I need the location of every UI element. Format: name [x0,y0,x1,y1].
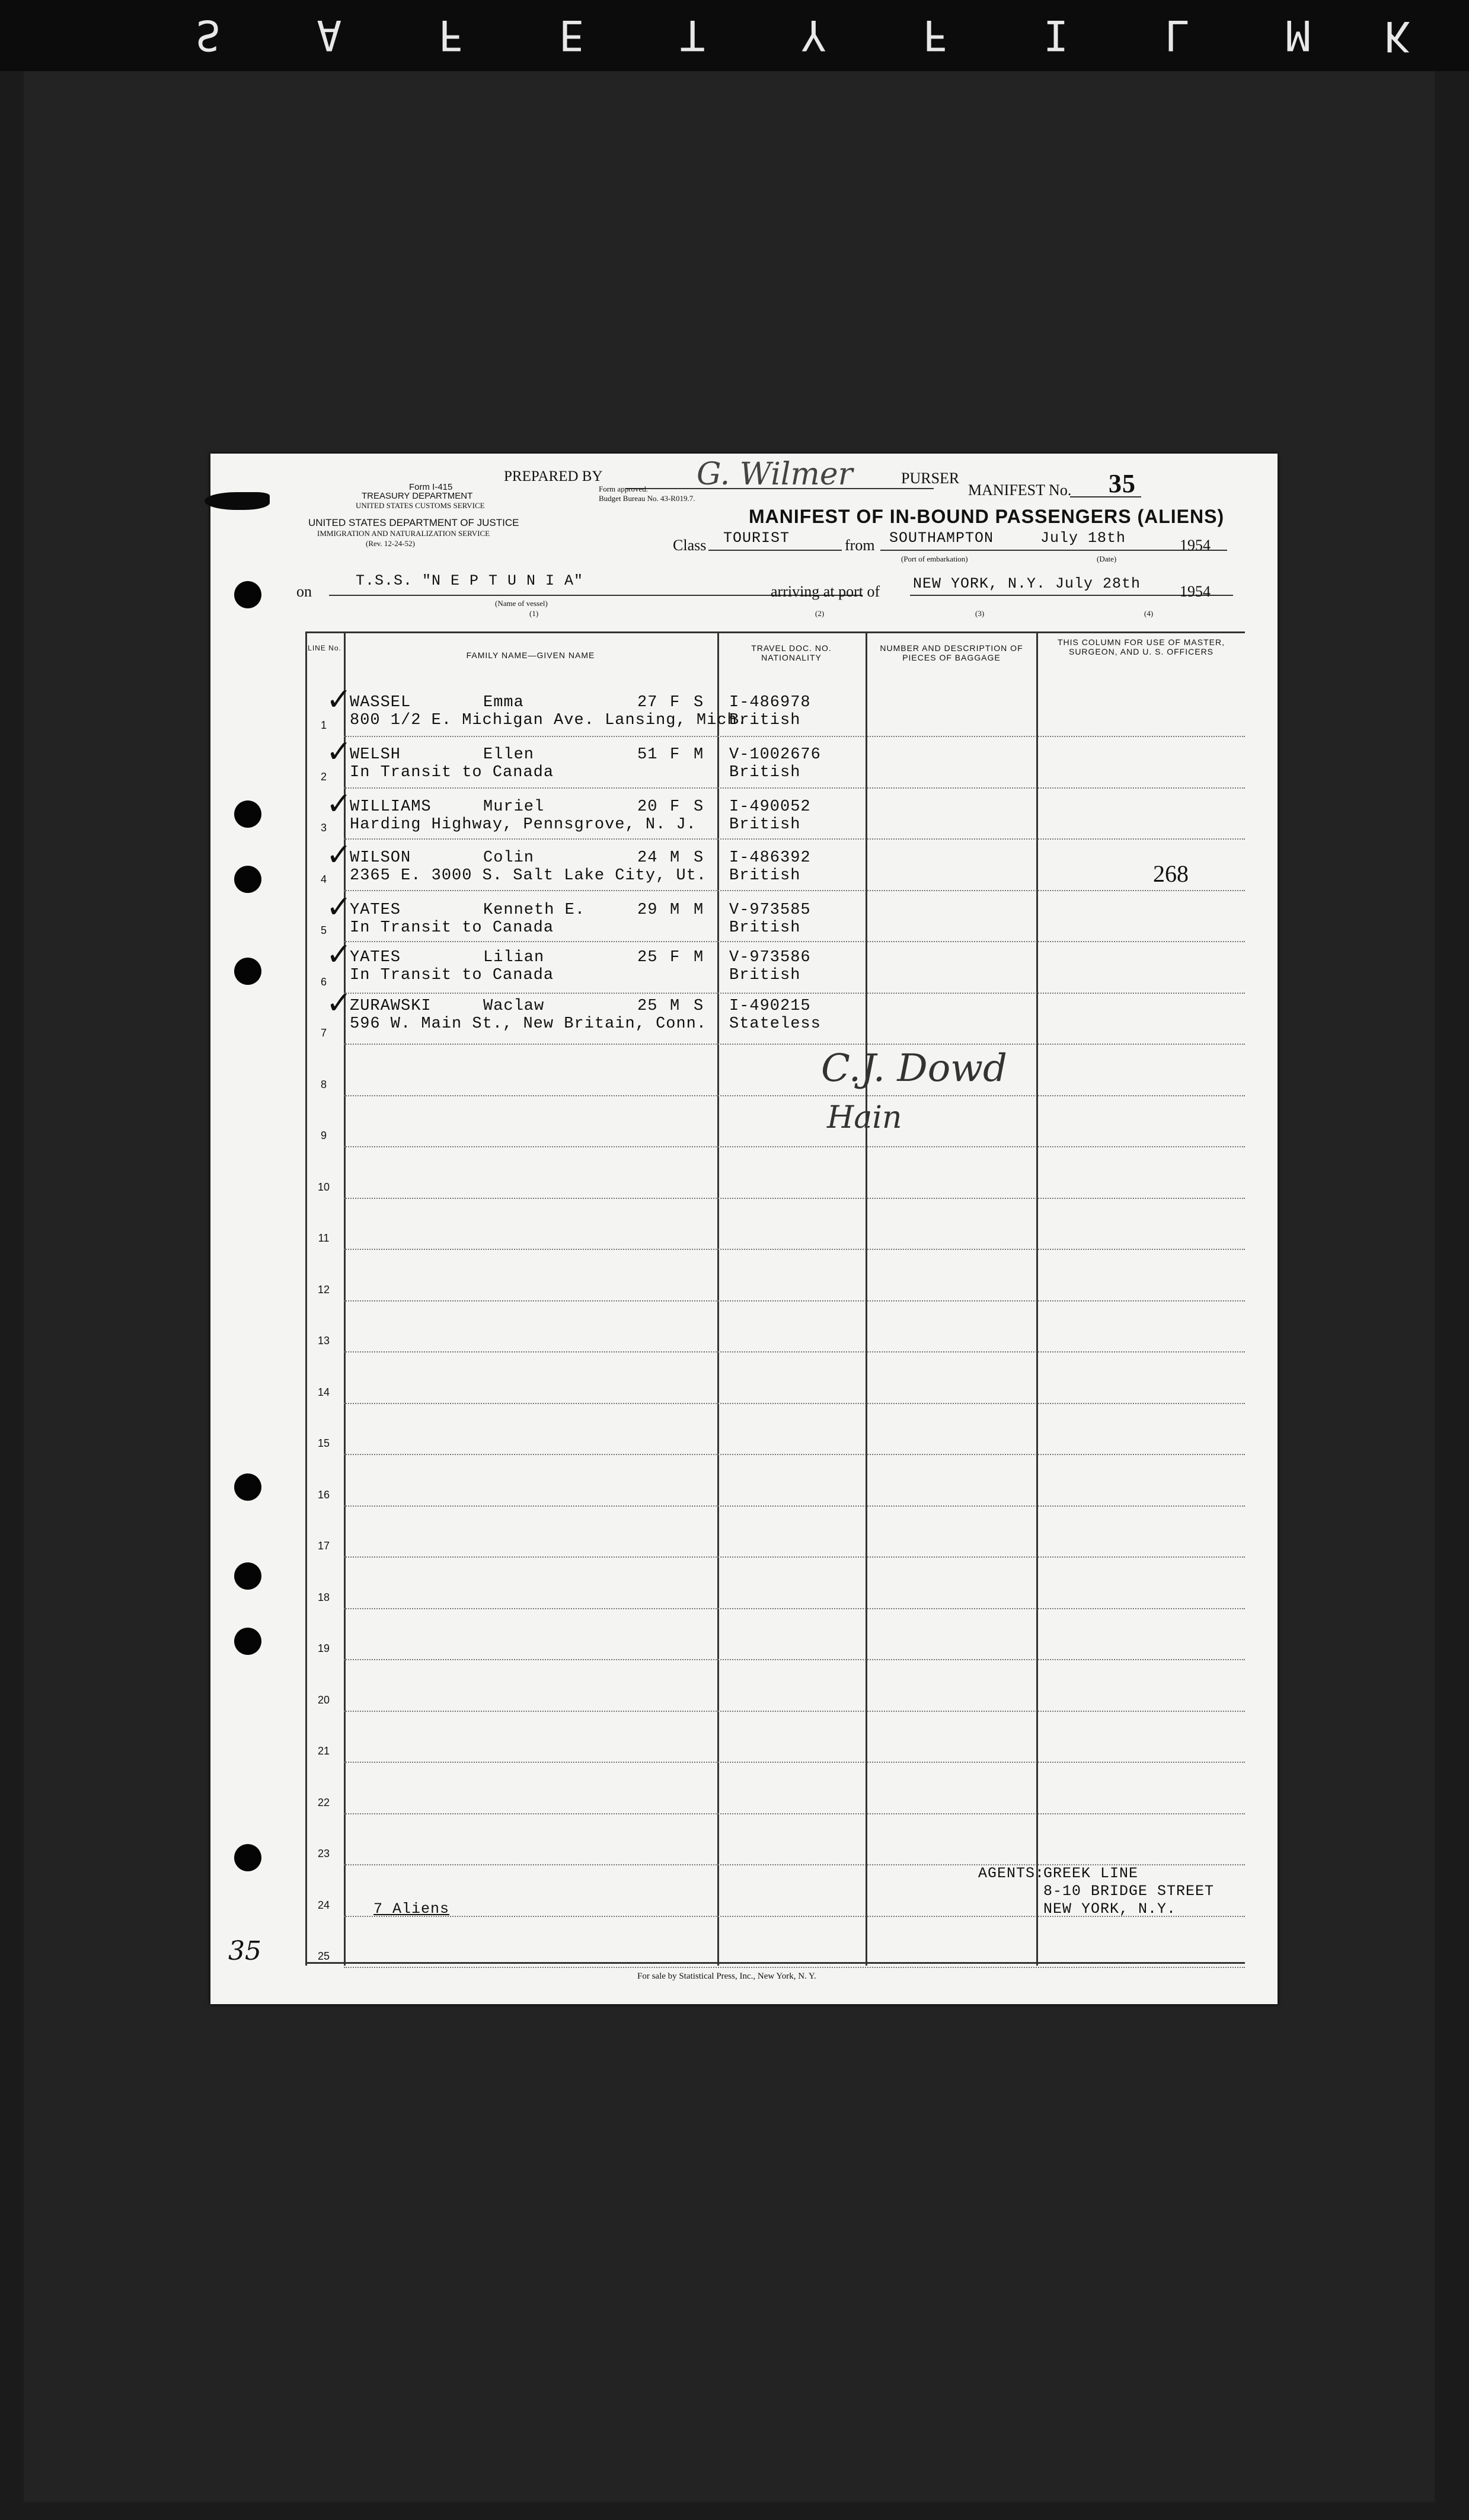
on-label: on [296,583,312,600]
passenger-sex: F [670,949,681,966]
passenger-family-name: ZURAWSKI [350,997,432,1015]
punch-hole [234,958,261,985]
punch-hole [234,581,261,608]
arrival-year: 1954 [1180,583,1211,600]
line-number: 23 [317,1848,330,1859]
row-rule [344,1403,1245,1404]
line-number: 15 [317,1437,330,1449]
passenger-sex: F [670,694,681,712]
caption-4: (4) [1144,609,1154,618]
passenger-family-name: WASSEL [350,694,411,712]
check-mark: ✓ [326,889,352,925]
passenger-age: 25 [637,949,658,966]
passenger-travel-doc: I-490052 [729,798,811,816]
from-label: from [845,537,875,554]
agents-line-1: GREEK LINE [1043,1865,1139,1882]
passenger-family-name: YATES [350,949,401,966]
embarkation-year: 1954 [1180,537,1211,554]
line-number: 2 [320,770,327,783]
punch-hole [234,1562,261,1590]
row-rule [344,1608,1245,1609]
arriving-label: arriving at port of [771,583,880,600]
row-rule [344,1249,1245,1250]
passenger-given-name: Emma [483,694,524,712]
passenger-address: In Transit to Canada [350,764,554,781]
passenger-address: 596 W. Main St., New Britain, Conn. [350,1015,707,1033]
passenger-sex: M [670,849,681,867]
row-rule [344,890,1245,891]
passenger-nationality: British [729,712,801,729]
col-header-baggage: NUMBER AND DESCRIPTION OF PIECES OF BAGGAGE [880,643,1023,662]
line-number: 13 [317,1335,330,1347]
manifest-number: 35 [1109,469,1136,498]
punch-hole [234,800,261,828]
check-mark: ✓ [326,682,352,717]
embarkation-date: July 18th [1040,529,1126,547]
col-header-name: FAMILY NAME—GIVEN NAME [466,650,595,660]
row-rule [344,1454,1245,1455]
passenger-marital-status: M [694,901,704,919]
passenger-address: 2365 E. 3000 S. Salt Lake City, Ut. [350,867,707,885]
margin-mark: 35 [228,1936,261,1966]
passenger-address: Harding Highway, Pennsgrove, N. J. [350,816,697,834]
passenger-travel-doc: V-973585 [729,901,811,919]
col-header-line: LINE No. [308,644,341,652]
vessel-caption: (Name of vessel) [495,599,548,608]
film-strip-header [0,0,1469,71]
passenger-sex: F [670,798,681,816]
passenger-nationality: British [729,764,801,781]
passenger-travel-doc: V-1002676 [729,746,821,764]
row-rule [344,1762,1245,1763]
col-header-officers: THIS COLUMN FOR USE OF MASTER, SURGEON, AND U. S. OFFICERS [1057,637,1225,656]
passenger-age: 24 [637,849,658,867]
row-rule [344,1505,1245,1507]
row-rule [344,941,1245,942]
agents-line-3: NEW YORK, N.Y. [1043,1900,1177,1918]
film-edge-text: S A F E T Y F I L M [196,11,1346,59]
port-of-embarkation: SOUTHAMPTON [889,529,994,547]
total-aliens: 7 Aliens [373,1900,450,1918]
passenger-sex: M [670,901,681,919]
line-number: 7 [320,1027,327,1039]
passenger-given-name: Ellen [483,746,535,764]
line-number: 9 [320,1130,327,1141]
manifest-label: MANIFEST No. [968,481,1072,499]
passenger-travel-doc: I-486978 [729,694,811,712]
passenger-family-name: WILLIAMS [350,798,432,816]
row-rule [344,1813,1245,1814]
row-rule [344,1556,1245,1558]
line-number: 1 [320,719,327,731]
date-caption: (Date) [1097,554,1117,563]
line-number: 4 [320,873,327,885]
agents-line-2: 8-10 BRIDGE STREET [1043,1883,1215,1900]
passenger-age: 29 [637,901,658,919]
line-number: 19 [317,1642,330,1654]
line-number: 5 [320,924,327,936]
line-number: 12 [317,1283,330,1296]
check-mark: ✓ [326,837,352,873]
line-number: 25 [317,1950,330,1962]
row-rule [344,787,1245,789]
passenger-given-name: Colin [483,849,535,867]
passenger-given-name: Kenneth E. [483,901,586,919]
row-rule [344,838,1245,840]
form-revision: (Rev. 12-24-52) [366,539,415,548]
purser-label: PURSER [901,470,960,487]
line-number: 21 [317,1745,330,1757]
row-rule [344,1711,1245,1712]
check-mark: ✓ [326,985,352,1021]
vessel-name: T.S.S. "N E P T U N I A" [356,572,584,589]
officer-note: 268 [1153,860,1189,887]
treasury-dept: TREASURY DEPARTMENT [362,491,473,501]
punch-hole [234,1473,261,1501]
passenger-marital-status: M [694,949,704,966]
printer-footer: For sale by Statistical Press, Inc., New York, N. Y. [637,1972,816,1981]
row-rule [344,1659,1245,1660]
check-mark: ✓ [326,734,352,770]
immigration-service: IMMIGRATION AND NATURALIZATION SERVICE [317,529,490,538]
passenger-travel-doc: V-973586 [729,949,811,966]
passenger-sex: F [670,746,681,764]
form-number: Form I-415 [409,482,453,492]
line-number: 14 [317,1386,330,1398]
passenger-family-name: WELSH [350,746,401,764]
row-rule [344,1198,1245,1199]
row-rule [344,1095,1245,1096]
row-rule [344,736,1245,737]
line-number: 24 [317,1899,330,1911]
punch-hole [234,866,261,893]
class-value: TOURIST [723,529,790,547]
passenger-age: 20 [637,798,658,816]
line-number: 6 [320,975,327,988]
row-rule [344,1044,1245,1045]
passenger-table [305,631,1245,1966]
passenger-sex: M [670,997,681,1015]
passenger-given-name: Waclaw [483,997,545,1015]
row-rule [344,1146,1245,1147]
agents-label: AGENTS: [978,1865,1045,1882]
row-rule [344,1967,1245,1968]
caption-1: (1) [529,609,539,618]
passenger-nationality: Stateless [729,1015,821,1033]
col-header-travel-doc: TRAVEL DOC. NO. NATIONALITY [751,643,832,662]
row-rule [344,1351,1245,1352]
line-number: 18 [317,1591,330,1603]
caption-2: (2) [815,609,825,618]
punch-hole [234,1628,261,1655]
passenger-nationality: British [729,816,801,834]
passenger-family-name: WILSON [350,849,411,867]
row-rule [344,993,1245,994]
film-edge-text-right: K [1384,12,1445,60]
arrival-port-date: NEW YORK, N.Y. July 28th [913,575,1141,592]
justice-dept: UNITED STATES DEPARTMENT OF JUSTICE [308,517,519,528]
passenger-nationality: British [729,919,801,937]
line-number: 22 [317,1796,330,1808]
passenger-nationality: British [729,966,801,984]
port-caption: (Port of embarkation) [901,554,968,563]
passenger-given-name: Muriel [483,798,545,816]
passenger-marital-status: M [694,746,704,764]
passenger-marital-status: S [694,849,704,867]
punch-hole [234,1844,261,1871]
passenger-age: 27 [637,694,658,712]
inspector-signature-sub: Hain [827,1100,902,1135]
budget-bureau: Budget Bureau No. 43-R019.7. [599,494,695,503]
passenger-address: In Transit to Canada [350,966,554,984]
check-mark: ✓ [326,937,352,972]
passenger-marital-status: S [694,798,704,816]
passenger-family-name: YATES [350,901,401,919]
passenger-travel-doc: I-486392 [729,849,811,867]
line-number: 3 [320,822,327,834]
caption-3: (3) [975,609,985,618]
prepared-by-label: PREPARED BY [504,468,603,484]
passenger-marital-status: S [694,694,704,712]
line-number: 10 [317,1181,330,1193]
passenger-given-name: Lilian [483,949,545,966]
passenger-age: 51 [637,746,658,764]
manifest-page [210,454,1278,2004]
inspector-signature: C.J. Dowd [821,1047,1007,1090]
line-number: 17 [317,1540,330,1552]
torn-mark [205,492,270,510]
passenger-address: 800 1/2 E. Michigan Ave. Lansing, Mich. [350,712,748,729]
passenger-travel-doc: I-490215 [729,997,811,1015]
passenger-marital-status: S [694,997,704,1015]
form-approved: Form approved. [599,484,649,493]
passenger-address: In Transit to Canada [350,919,554,937]
row-rule [344,1300,1245,1302]
line-number: 11 [318,1232,330,1244]
passenger-age: 25 [637,997,658,1015]
customs-service: UNITED STATES CUSTOMS SERVICE [356,501,485,510]
line-number: 8 [320,1078,327,1090]
line-number: 16 [317,1488,330,1501]
passenger-nationality: British [729,867,801,885]
line-number: 20 [317,1693,330,1706]
manifest-title: MANIFEST OF IN-BOUND PASSENGERS (ALIENS) [749,506,1225,527]
class-label: Class [673,537,707,554]
check-mark: ✓ [326,786,352,822]
prepared-by-signature: G. Wilmer [697,457,853,492]
